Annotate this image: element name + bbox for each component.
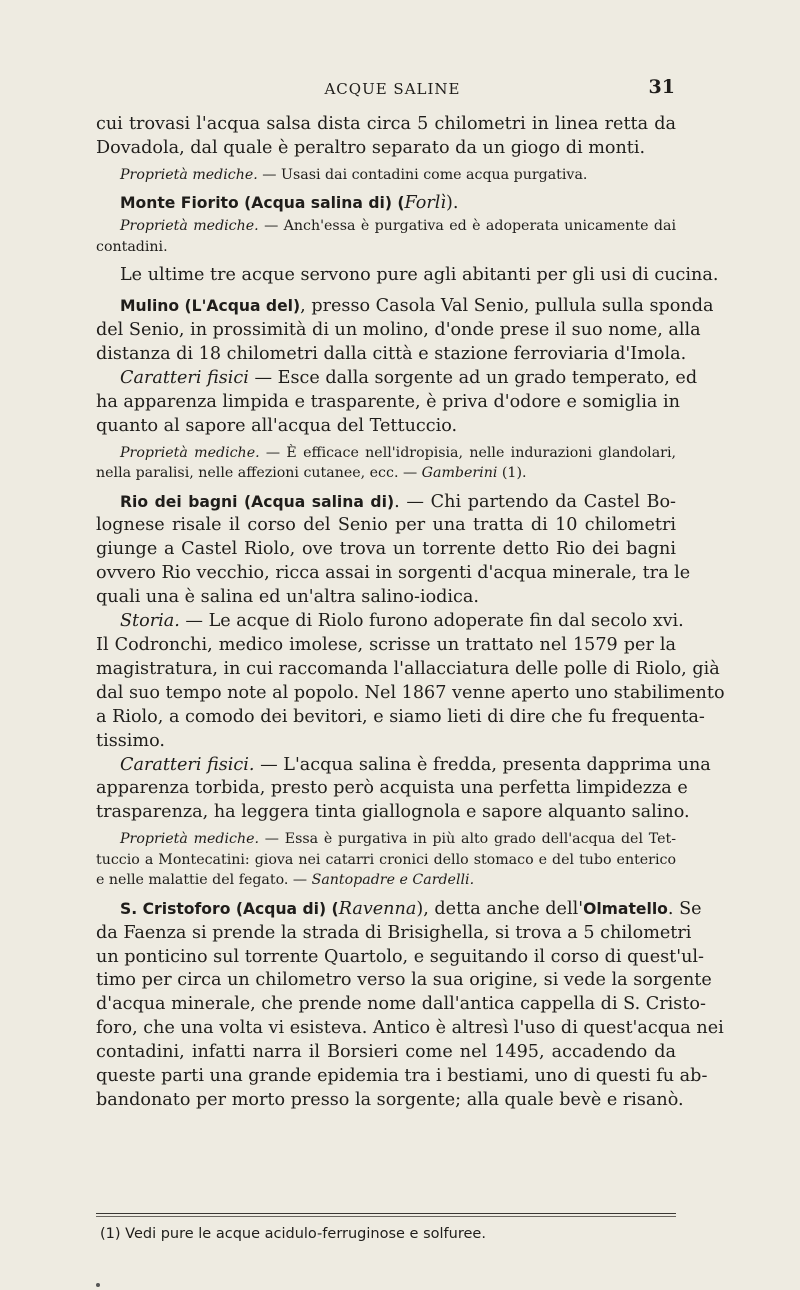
text-line: nella paralisi, nelle affezioni cutanee, ecc. — Gamberini (1). (96, 465, 527, 482)
footnote-divider (96, 1216, 676, 1217)
text-line: ovvero Rio vecchio, ricca assai in sorgenti d'acqua minerale, tra le (96, 563, 691, 584)
text-line: quali una è salina ed un'altra salino-iodica. (96, 587, 479, 608)
text-line: giunge a Castel Riolo, ove trova un torrente detto Rio dei bagni (96, 539, 676, 560)
text-line: contadini, infatti narra il Borsieri come nel 1495, accadendo da (96, 1042, 676, 1063)
text-line: Proprietà mediche. — Usasi dai contadini come acqua purgativa. (120, 166, 588, 183)
text-line: foro, che una volta vi esisteva. Antico è altresì l'uso di quest'acqua nei (96, 1018, 724, 1039)
entry-heading-s-cristoforo: S. Cristoforo (Acqua di) (Ravenna), detta anche dell'Olmatello. Se (120, 898, 702, 919)
text-line: del Senio, in prossimità di un molino, d'onde prese il suo nome, alla (96, 320, 701, 341)
text-line: un ponticino sul torrente Quartolo, e seguitando il corso di quest'ul- (96, 946, 704, 967)
text-line: distanza di 18 chilometri dalla città e stazione ferroviaria d'Imola. (96, 343, 687, 364)
text-line: magistratura, in cui raccomanda l'allacciatura delle polle di Riolo, già (96, 658, 720, 679)
print-speck (96, 1283, 100, 1287)
page-number: 31 (648, 76, 675, 98)
text-line: cui trovasi l'acqua salsa dista circa 5 chilometri in linea retta da (96, 114, 676, 134)
text-line: Storia. — Le acque di Riolo furono adoperate fin dal secolo xvi. (120, 611, 684, 632)
text-line: tissimo. (96, 730, 165, 751)
running-title: ACQUE SALINE (324, 80, 461, 98)
text-line: contadini. (96, 238, 168, 255)
footnote: (1) Vedi pure le acque acidulo-ferruginose e solfuree. (100, 1226, 486, 1242)
section-label: Proprietà mediche. (120, 166, 258, 183)
text-line: lognese risale il corso del Senio per una tratta di 10 chilometri (96, 515, 676, 536)
text-line: Il Codronchi, medico imolese, scrisse un trattato nel 1579 per la (96, 635, 676, 655)
text-line: timo per circa un chilometro verso la sua origine, si vede la sorgente (96, 970, 712, 991)
page-body (96, 113, 725, 1113)
text-line: da Faenza si prende la strada di Brisighella, si trova a 5 chilometri (96, 922, 692, 943)
section-label: Storia. (120, 611, 180, 632)
section-label: Proprietà mediche. (120, 444, 260, 461)
text-line: bandonato per morto presso la sorgente; alla quale bevè e risanò. (96, 1090, 684, 1110)
text-line: apparenza torbida, presto però acquista una perfetta limpidezza e (96, 778, 688, 799)
text-line: Proprietà mediche. — Essa è purgativa in più alto grado dell'acqua del Tet- (120, 831, 676, 848)
text-line: Le ultime tre acque servono pure agli abitanti per gli usi di cucina. (120, 265, 719, 286)
entry-heading-rio-dei-bagni: Rio dei bagni (Acqua salina di). — Chi partendo da Castel Bo- (120, 491, 676, 512)
text-line: e nelle malattie del fegato. — Santopadre e Cardelli. (96, 872, 475, 889)
footnote-divider (96, 1213, 676, 1214)
text-line: Caratteri fisici — Esce dalla sorgente ad un grado temperato, ed (120, 367, 698, 388)
text-line: ha apparenza limpida e trasparente, è priva d'odore e somiglia in (96, 391, 680, 412)
entry-heading-monte-fiorito: Monte Fiorito (Acqua salina di) (Forlì). (120, 193, 459, 214)
text-line: d'acqua minerale, che prende nome dall'antica cappella di S. Cristo- (96, 994, 706, 1015)
text-line: a Riolo, a comodo dei bevitori, e siamo lieti di dire che fu frequenta- (96, 706, 705, 727)
text-line: Dovadola, dal quale è peraltro separato da un giogo di monti. (96, 137, 646, 158)
text-line: tuccio a Montecatini: giova nei catarri cronici dello stomaco e del tubo enterico (96, 851, 676, 868)
text-line: trasparenza, ha leggera tinta giallognola e sapore alquanto salino. (96, 802, 690, 823)
section-label: Proprietà mediche. (120, 831, 260, 848)
text-line: Caratteri fisici. — L'acqua salina è fredda, presenta dapprima una (120, 754, 711, 775)
text-line: Proprietà mediche. — È efficace nell'idropisia, nelle indurazioni glandolari, (120, 444, 677, 461)
section-label: Proprietà mediche. (120, 218, 259, 235)
text-line: dal suo tempo note al popolo. Nel 1867 venne aperto uno stabilimento (96, 682, 725, 703)
text-line: quanto al sapore all'acqua del Tettuccio. (96, 415, 458, 436)
text-line: Proprietà mediche. — Anch'essa è purgativa ed è adoperata unicamente dai (120, 218, 677, 235)
section-label: Caratteri fisici. (120, 754, 255, 775)
section-label: Caratteri fisici (120, 367, 249, 388)
text-line: queste parti una grande epidemia tra i bestiami, uno di questi fu ab- (96, 1066, 708, 1087)
page-header (110, 78, 675, 104)
entry-heading-mulino: Mulino (L'Acqua del), presso Casola Val Senio, pullula sulla sponda (120, 296, 714, 317)
